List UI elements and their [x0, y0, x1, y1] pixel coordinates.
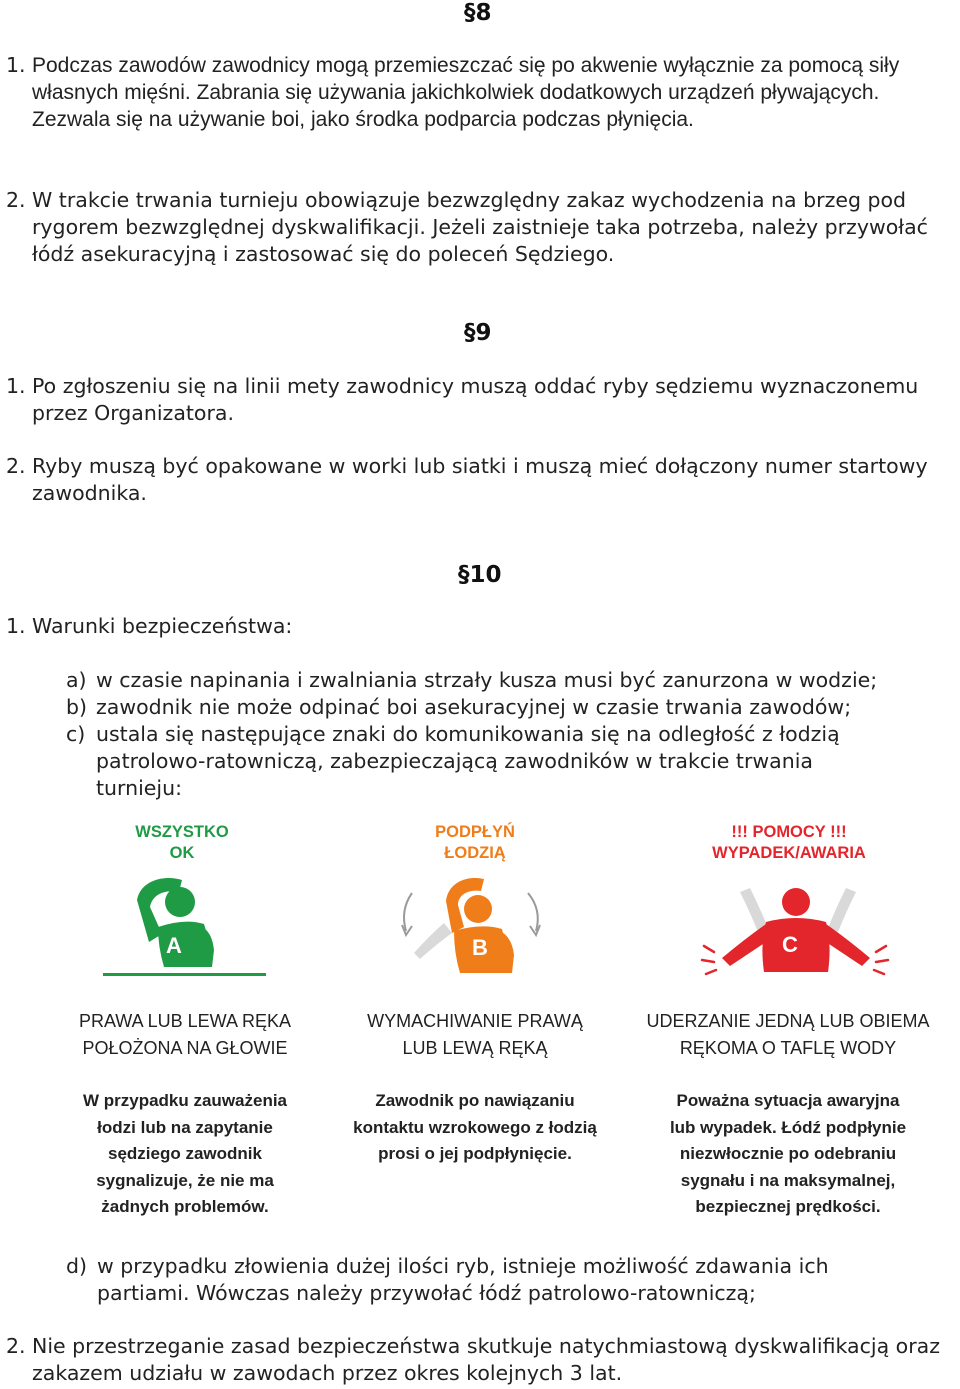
signal-c-title: !!! POMOCY !!! WYPADEK/AWARIA	[712, 823, 866, 862]
safety-item-d	[0, 1253, 955, 1307]
signal-a-figure	[100, 872, 275, 982]
motion-arrowhead	[530, 925, 540, 935]
signal-b-description: Zawodnik po nawiązaniu kontaktu wzrokowego z łodzią prosi o jej podpłynięcie.	[353, 1091, 597, 1163]
section-heading-10: §10	[458, 562, 502, 588]
list-label: c)	[66, 722, 86, 746]
paragraph-10-2	[0, 1333, 950, 1387]
signal-b-title: PODPŁYŃ ŁODZIĄ	[435, 823, 515, 862]
motion-arrowhead	[402, 925, 412, 935]
signal-b-gesture: WYMACHIWANIE PRAWĄ LUB LEWĄ RĘKĄ	[367, 1011, 583, 1058]
water-line	[103, 973, 266, 976]
head-shape	[782, 888, 810, 916]
ghost-arm-left	[740, 888, 768, 932]
item-text: Ryby muszą być opakowane w worki lub siatki i muszą mieć dołączony numer startowy zawodnika.	[32, 454, 928, 505]
signal-a-letter: A	[166, 933, 182, 958]
section-heading-9: §9	[464, 320, 492, 346]
list-label: a)	[66, 668, 87, 692]
list-text: zawodnik nie może odpinać boi asekuracyjnej w czasie trwania zawodów;	[96, 695, 852, 719]
ghost-arm-shape	[414, 923, 452, 959]
signal-a-description: W przypadku zauważenia łodzi lub na zapytanie sędziego zawodnik sygnalizuje, że nie ma żadnych problemów.	[82, 1091, 288, 1216]
paragraph-9-2	[0, 453, 950, 507]
item-number: 2.	[6, 454, 26, 478]
signal-b-letter: B	[472, 935, 488, 960]
signal-c-letter: C	[782, 932, 798, 957]
list-item	[0, 721, 955, 802]
item-number: 2.	[6, 188, 26, 212]
paragraph-10-1	[0, 613, 950, 640]
list-item	[0, 667, 955, 694]
list-text: ustala się następujące znaki do komunikowania się na odległość z łodzią patrolowo-ratowniczą, zabezpieczającą zawodników w trakcie trwania turnieju:	[96, 722, 840, 800]
head-shape	[464, 895, 492, 923]
signal-b-figure	[392, 865, 567, 985]
item-number: 1.	[6, 614, 26, 638]
section-heading-8: §8	[464, 0, 492, 26]
paragraph-8-1	[0, 52, 950, 133]
motion-arc-left	[404, 893, 412, 931]
list-text: w czasie napinania i zwalniania strzały kusza musi być zanurzona w wodzie;	[96, 668, 878, 692]
list-text: w przypadku złowienia dużej ilości ryb, istnieje możliwość zdawania ich partiami. Wówczas należy przywołać łódź patrolowo-ratowniczą;	[97, 1254, 829, 1305]
item-text: Nie przestrzeganie zasad bezpieczeństwa skutkuje natychmiastową dyskwalifikacją oraz zakazem udziału w zawodach przez okres kolejnych 3 lat.	[32, 1334, 940, 1385]
signal-c-gesture: UDERZANIE JEDNĄ LUB OBIEMA RĘKOMA O TAFLĘ WODY	[646, 1011, 930, 1058]
list-item	[0, 694, 955, 721]
head-shape	[165, 887, 195, 917]
item-text: W trakcie trwania turnieju obowiązuje bezwzględny zakaz wychodzenia na brzeg pod rygorem bezwzględnej dyskwalifikacji. Jeżeli zaistnieje taka potrzeba, należy przywołać łódź asekuracyjną i zastosować się do poleceń Sędziego.	[32, 188, 928, 266]
signal-a-gesture: PRAWA LUB LEWA RĘKA POŁOŻONA NA GŁOWIE	[78, 1011, 292, 1058]
list-label: d)	[66, 1254, 88, 1278]
item-number: 1.	[6, 53, 26, 77]
paragraph-9-1	[0, 373, 950, 427]
ghost-arm-right	[828, 888, 856, 932]
paragraph-8-2	[0, 187, 950, 268]
item-number: 1.	[6, 374, 26, 398]
item-text: Podczas zawodów zawodnicy mogą przemieszczać się po akwenie wyłącznie za pomocą siły własnych mięśni. Zabrania się używania jakichkolwiek dodatkowych urządzeń pływających. Zezwala się na używanie boi, jako środka podparcia podczas płynięcia.	[32, 54, 900, 131]
item-number: 2.	[6, 1334, 26, 1358]
item-text: Warunki bezpieczeństwa:	[32, 614, 293, 638]
item-text: Po zgłoszeniu się na linii mety zawodnicy muszą oddać ryby sędziemu wyznaczonemu przez Organizatora.	[32, 374, 919, 425]
motion-arc-right	[528, 893, 538, 931]
safety-subitems	[0, 667, 955, 802]
signal-c-figure	[700, 872, 890, 982]
signal-a-title: WSZYSTKO OK	[135, 823, 229, 862]
signal-c-description: Poważna sytuacja awaryjna lub wypadek. Łódź podpłynie niezwłocznie po odebraniu sygnału i na maksymalnej, bezpiecznej prędkości.	[669, 1091, 907, 1216]
list-label: b)	[66, 695, 88, 719]
list-item	[0, 1253, 955, 1307]
